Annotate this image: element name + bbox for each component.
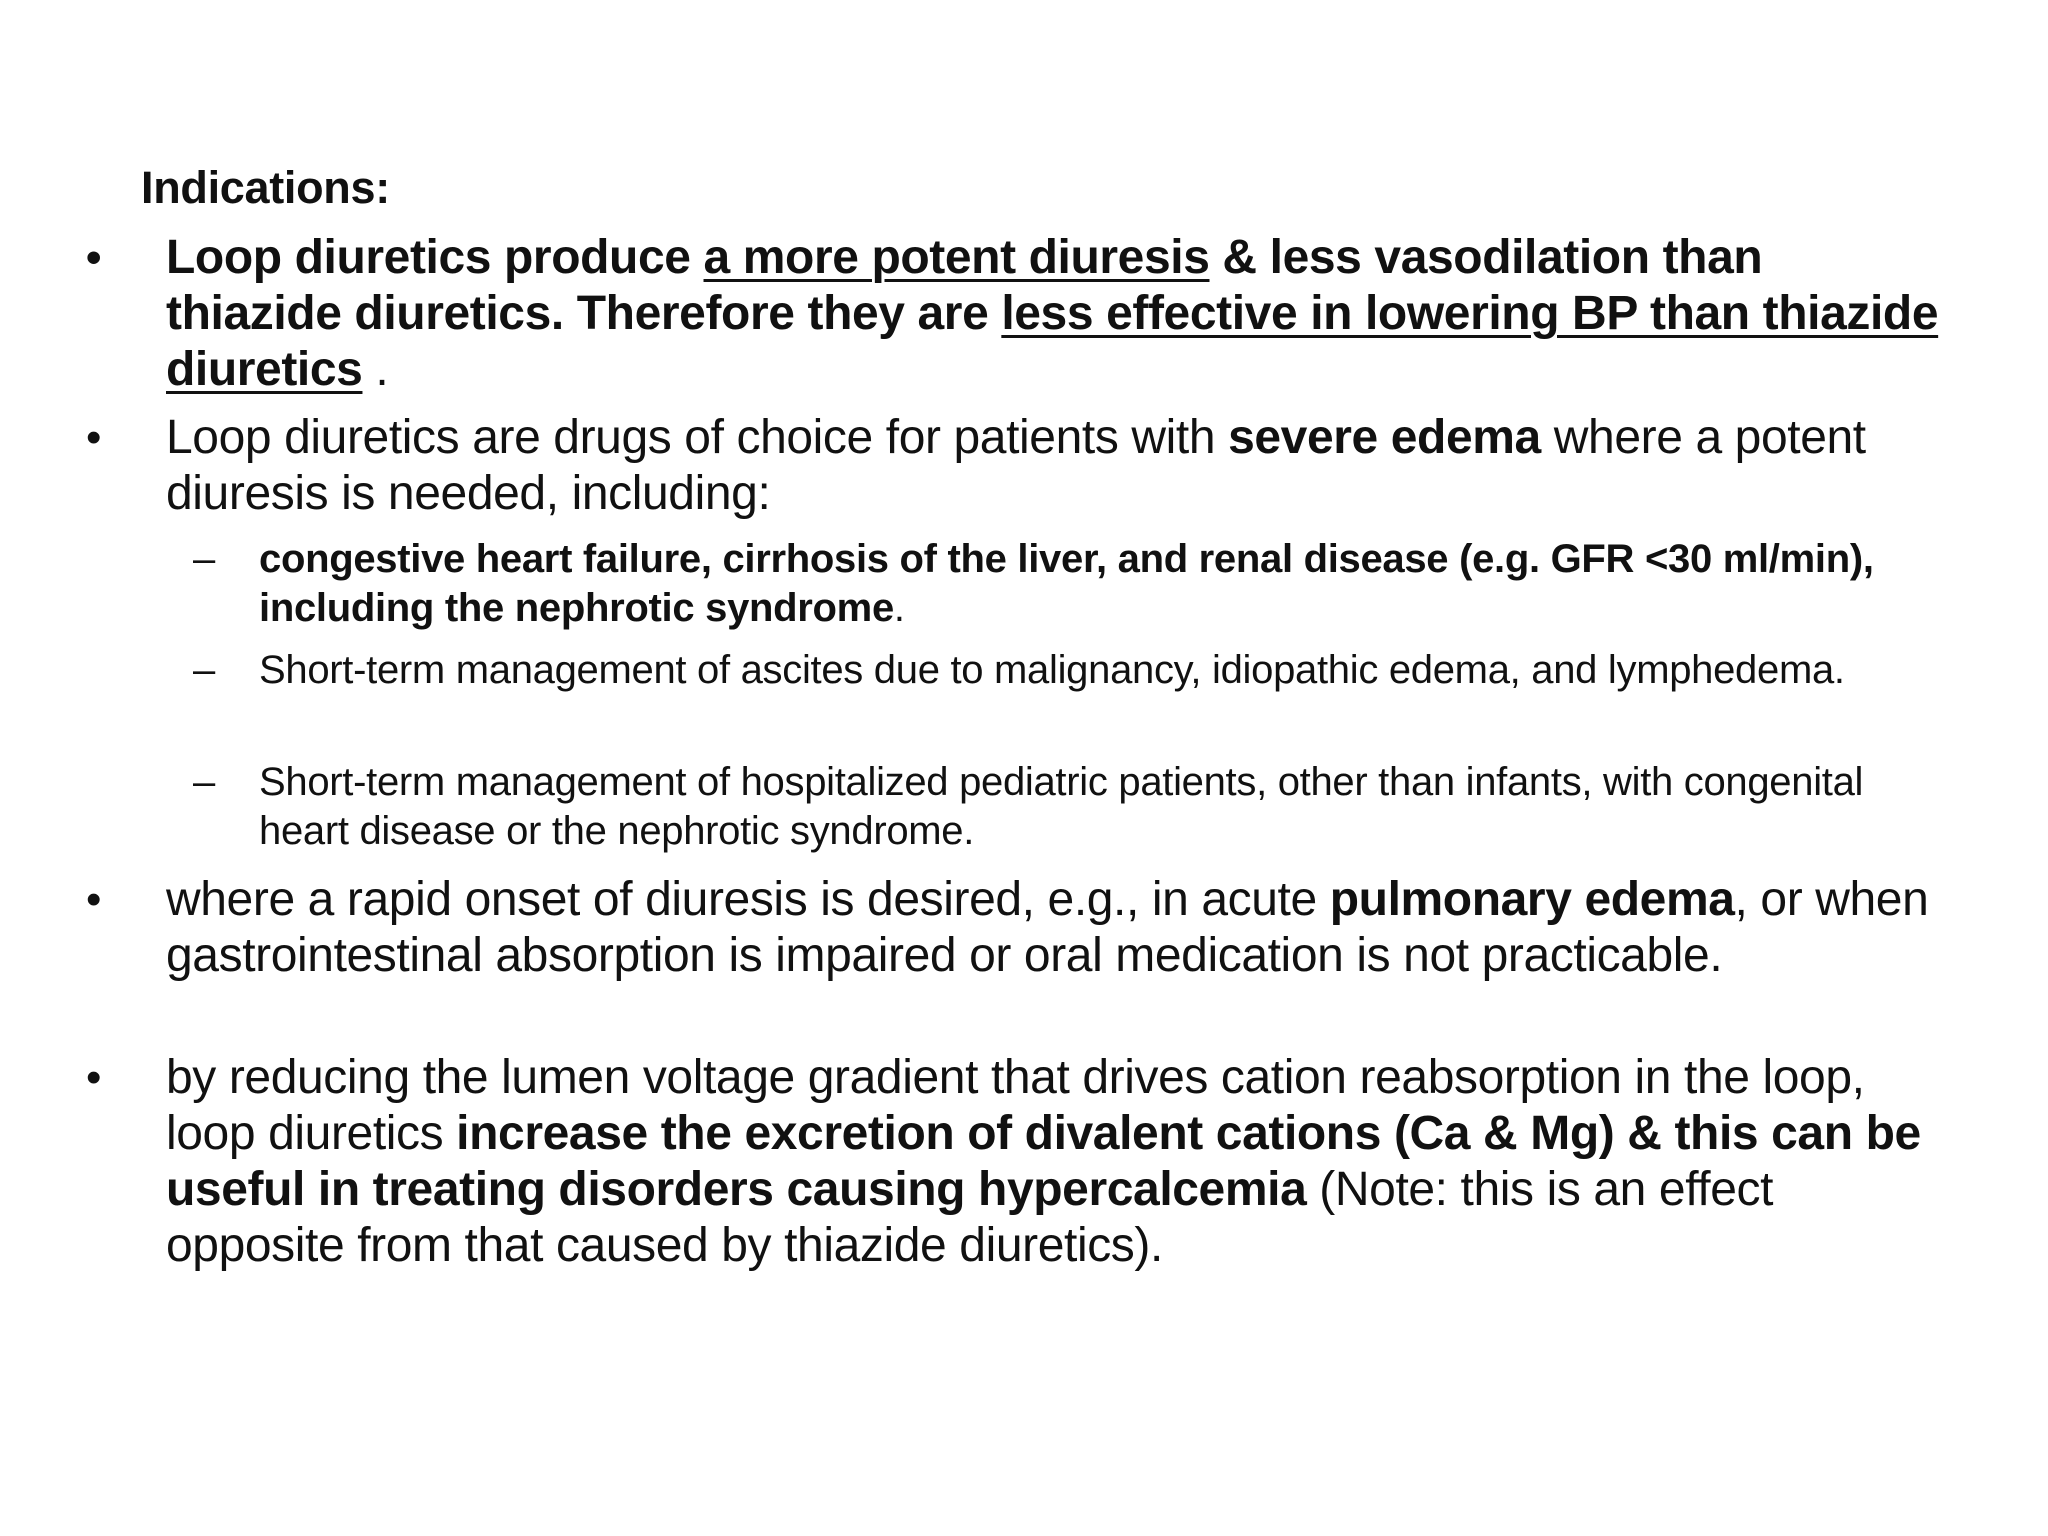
bullet-marker: • — [86, 233, 102, 282]
bullet-text: & less vasodilation than thiazide diuretics. Therefore they are — [166, 231, 1763, 340]
bullet-text: (Note: this is an effect opposite from that caused by thiazide diuretics). — [166, 1163, 1774, 1272]
bullet-marker: • — [86, 1053, 102, 1102]
bullet-item-cations — [86, 1050, 1946, 1274]
dash-marker: – — [193, 760, 215, 804]
bold-text: severe edema — [1228, 411, 1541, 464]
bullet-text: , or when gastrointestinal absorption is impaired or oral medication is not practicable. — [166, 873, 1929, 982]
slide-heading: Indications: — [141, 162, 390, 213]
sub-item-ascites — [193, 646, 1959, 695]
underlined-text: less effective in lowering BP than thiazide diuretics — [166, 287, 1939, 396]
bold-text: congestive heart failure, cirrhosis of the liver, and renal disease (e.g. GFR <30 ml/min), including the nephrotic syndrome — [259, 537, 1874, 630]
bullet-text: where a rapid onset of diuresis is desired, e.g., in acute — [166, 873, 1330, 926]
bullet-marker: • — [86, 875, 102, 924]
underlined-text: a more potent diuresis — [703, 231, 1210, 284]
bold-text: pulmonary edema — [1329, 873, 1735, 926]
bullet-item-rapid-onset — [86, 872, 1946, 984]
sub-item-conditions — [193, 535, 1959, 633]
bold-text: increase the excretion of divalent cations (Ca & Mg) & this can be useful in treating disorders causing hypercalcemia — [166, 1107, 1921, 1216]
bullet-item-severe-edema — [86, 410, 1946, 522]
sub-text: Short-term management of hospitalized pediatric patients, other than infants, with congenital heart disease or the nephrotic syndrome. — [259, 760, 1864, 853]
bullet-text: by reducing the lumen voltage gradient that drives cation reabsorption in the loop, loop diuretics — [166, 1051, 1865, 1160]
sub-text: . — [893, 586, 905, 630]
sub-item-pediatric — [193, 758, 1959, 856]
bullet-marker: • — [86, 413, 102, 462]
sub-text: Short-term management of ascites due to malignancy, idiopathic edema, and lymphedema. — [259, 648, 1845, 692]
bullet-text: Loop diuretics are drugs of choice for patients with — [166, 411, 1229, 464]
dash-marker: – — [193, 648, 215, 692]
bullet-text: Loop diuretics produce — [166, 231, 704, 284]
dash-marker: – — [193, 537, 215, 581]
bullet-item-potency — [86, 230, 1946, 398]
bullet-text: where a potent diuresis is needed, including: — [166, 411, 1866, 520]
bullet-text: . — [362, 343, 389, 396]
